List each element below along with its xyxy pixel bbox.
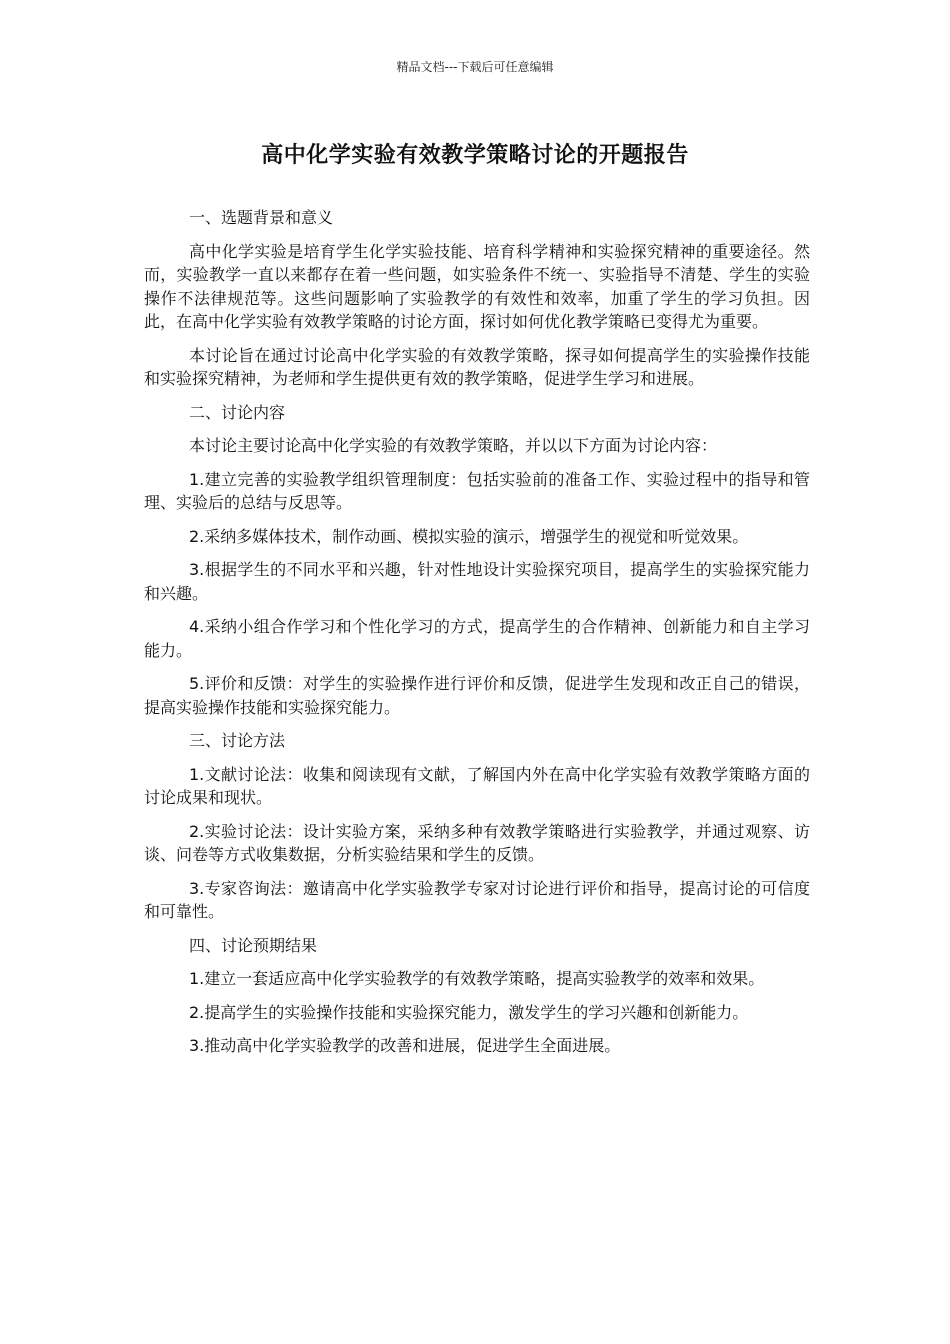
list-item-content: 3.根据学生的不同水平和兴趣，针对性地设计实验探究项目，提高学生的实验探究能力和兴趣。 [144,560,810,603]
paragraph-background-1: 高中化学实验是培育学生化学实验技能、培育科学精神和实验探究精神的重要途径。然而，实验教学一直以来都存在着一些问题，如实验条件不统一、实验指导不清楚、学生的实验操作不法律规范等。这些问题影响了实验教学的有效性和效率，加重了学生的学习负担。因此，在高中化学实验有效教学策略的讨论方面，探讨如何优化教学策略已变得尤为重要。 [144,241,810,331]
list-item-method: 2.实验讨论法：设计实验方案，采纳多种有效教学策略进行实验教学，并通过观察、访谈、问卷等方式收集数据，分析实验结果和学生的反馈。 [144,821,810,864]
section-heading-content: 二、讨论内容 [189,402,286,422]
section-heading-expected-results: 四、讨论预期结果 [189,935,318,955]
document-title: 高中化学实验有效教学策略讨论的开题报告 [261,143,689,168]
paragraph-content-intro: 本讨论主要讨论高中化学实验的有效教学策略，并以以下方面为讨论内容： [189,436,718,455]
list-item-result: 3.推动高中化学实验教学的改善和进展，促进学生全面进展。 [189,1036,621,1055]
paragraph-background-2: 本讨论旨在通过讨论高中化学实验的有效教学策略，探寻如何提高学生的实验操作技能和实验探究精神，为老师和学生提供更有效的教学策略，促进学生学习和进展。 [144,345,810,388]
list-item-content: 5.评价和反馈：对学生的实验操作进行评价和反馈，促进学生发现和改正自己的错误，提高实验操作技能和实验探究能力。 [144,674,810,717]
list-item-result: 2.提高学生的实验操作技能和实验探究能力，激发学生的学习兴趣和创新能力。 [189,1002,749,1022]
section-heading-methods: 三、讨论方法 [189,731,286,750]
list-item-result: 1.建立一套适应高中化学实验教学的有效教学策略，提高实验教学的效率和效果。 [189,969,765,988]
document-body [144,206,810,1068]
list-item-method: 3.专家咨询法：邀请高中化学实验教学专家对讨论进行评价和指导，提高讨论的可信度和可靠性。 [144,878,810,921]
section-heading-background: 一、选题背景和意义 [189,208,334,227]
header-note: 精品文档---下载后可任意编辑 [396,60,554,74]
list-item-content: 1.建立完善的实验教学组织管理制度：包括实验前的准备工作、实验过程中的指导和管理、实验后的总结与反思等。 [144,469,810,512]
list-item-content: 2.采纳多媒体技术，制作动画、模拟实验的演示，增强学生的视觉和听觉效果。 [189,526,749,546]
list-item-content: 4.采纳小组合作学习和个性化学习的方式，提高学生的合作精神、创新能力和自主学习能力。 [144,617,810,660]
list-item-method: 1.文献讨论法：收集和阅读现有文献，了解国内外在高中化学实验有效教学策略方面的讨论成果和现状。 [144,764,810,807]
